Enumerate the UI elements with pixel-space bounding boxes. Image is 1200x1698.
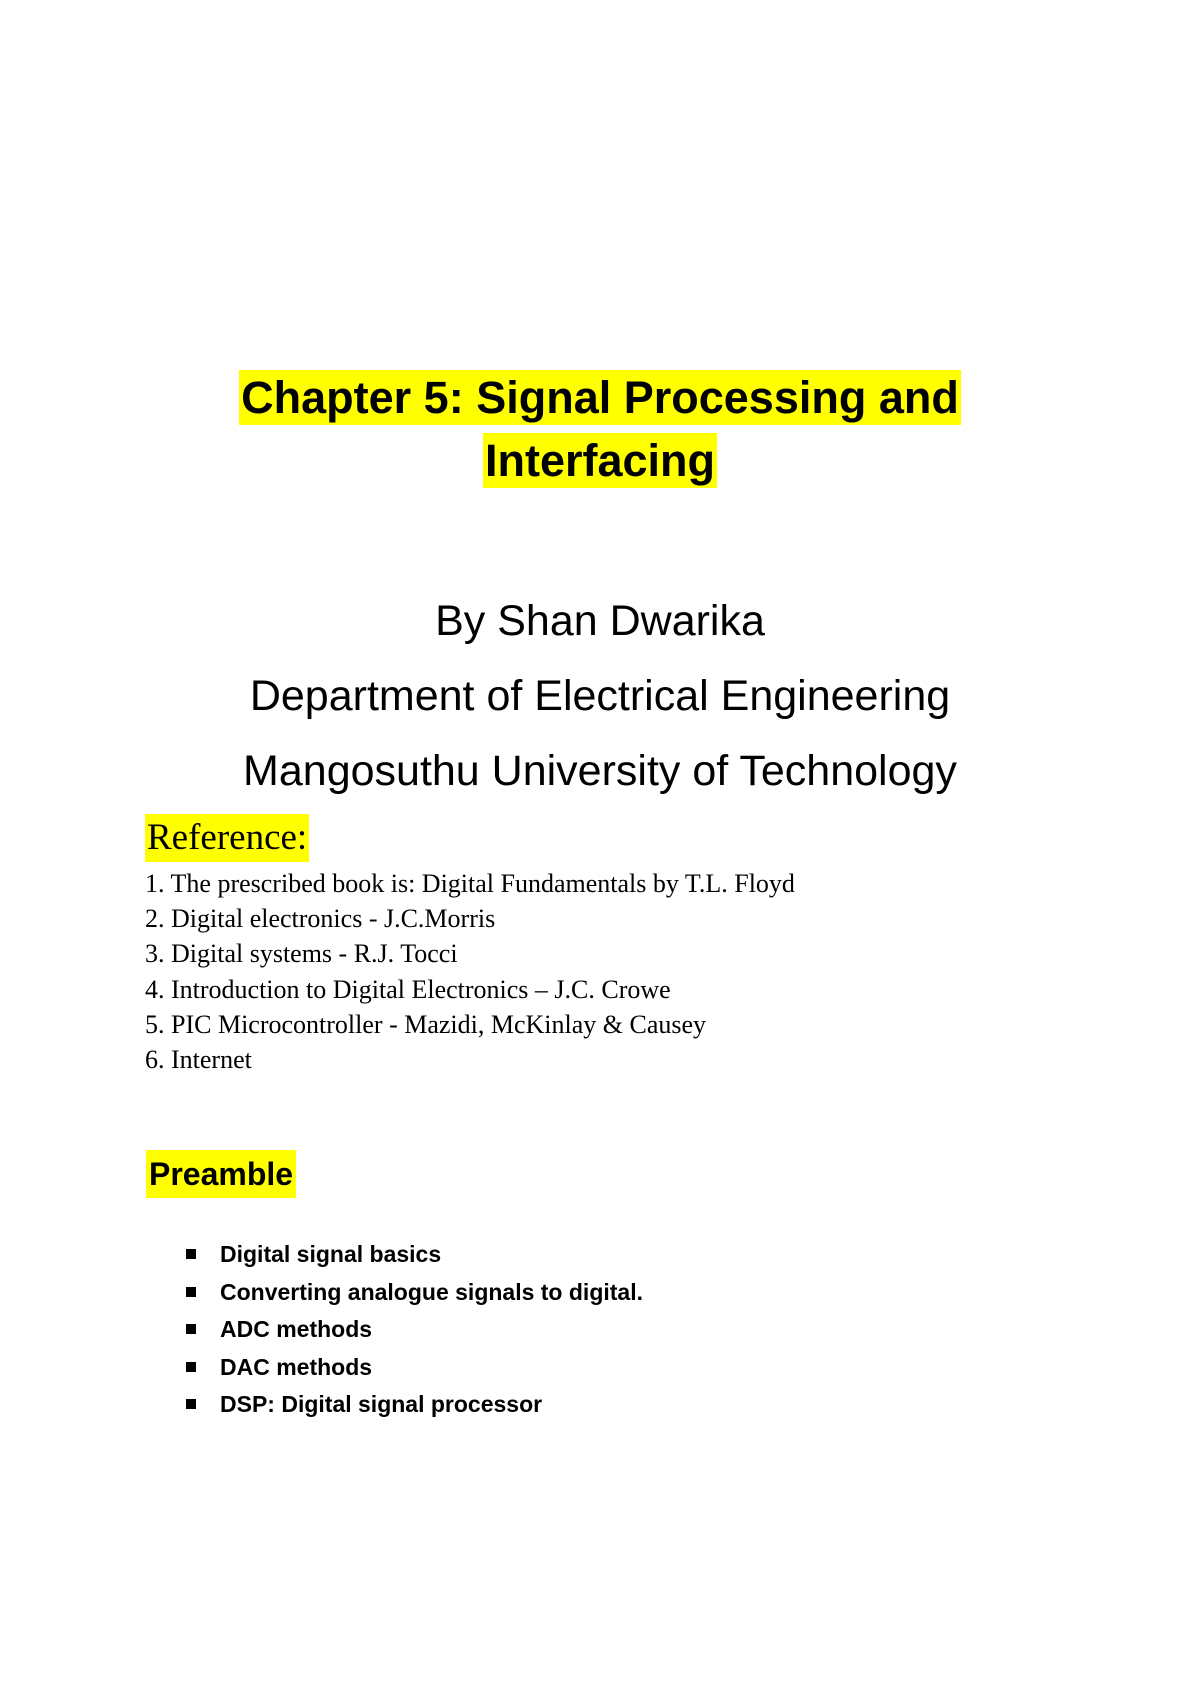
author-byline: By Shan Dwarika bbox=[435, 597, 765, 645]
chapter-title-line-1: Chapter 5: Signal Processing and bbox=[241, 372, 959, 423]
square-bullet-icon bbox=[186, 1249, 196, 1259]
reference-item: 6. Internet bbox=[145, 1045, 252, 1075]
reference-item: 3. Digital systems - R.J. Tocci bbox=[145, 939, 458, 969]
reference-list bbox=[145, 866, 795, 1077]
author-university: Mangosuthu University of Technology bbox=[243, 747, 957, 795]
chapter-title bbox=[0, 366, 1200, 492]
chapter-title-line-2: Interfacing bbox=[484, 435, 716, 486]
square-bullet-icon bbox=[186, 1287, 196, 1297]
square-bullet-icon bbox=[186, 1324, 196, 1334]
square-bullet-icon bbox=[186, 1399, 196, 1409]
preamble-item bbox=[186, 1386, 643, 1424]
reference-item: 4. Introduction to Digital Electronics – J.C. Crowe bbox=[145, 974, 671, 1004]
preamble-item-label: Converting analogue signals to digital. bbox=[220, 1278, 643, 1305]
author-department: Department of Electrical Engineering bbox=[249, 672, 951, 720]
preamble-heading: Preamble bbox=[146, 1150, 296, 1198]
preamble-item-label: ADC methods bbox=[220, 1316, 373, 1342]
author-block bbox=[0, 584, 1200, 809]
preamble-item bbox=[186, 1274, 643, 1312]
preamble-item bbox=[186, 1236, 643, 1274]
reference-item: 2. Digital electronics - J.C.Morris bbox=[145, 904, 496, 934]
preamble-item bbox=[186, 1349, 643, 1387]
preamble-item-label: DSP: Digital signal processor bbox=[220, 1391, 543, 1417]
reference-item: 5. PIC Microcontroller - Mazidi, McKinlay & Causey bbox=[145, 1009, 707, 1039]
preamble-item-label: Digital signal basics bbox=[220, 1241, 442, 1267]
reference-item: 1. The prescribed book is: Digital Fundamentals by T.L. Floyd bbox=[145, 869, 795, 898]
square-bullet-icon bbox=[186, 1362, 196, 1372]
preamble-list bbox=[186, 1236, 643, 1424]
preamble-item bbox=[186, 1311, 643, 1349]
reference-heading: Reference: bbox=[145, 814, 309, 862]
preamble-item-label: DAC methods bbox=[220, 1353, 373, 1380]
